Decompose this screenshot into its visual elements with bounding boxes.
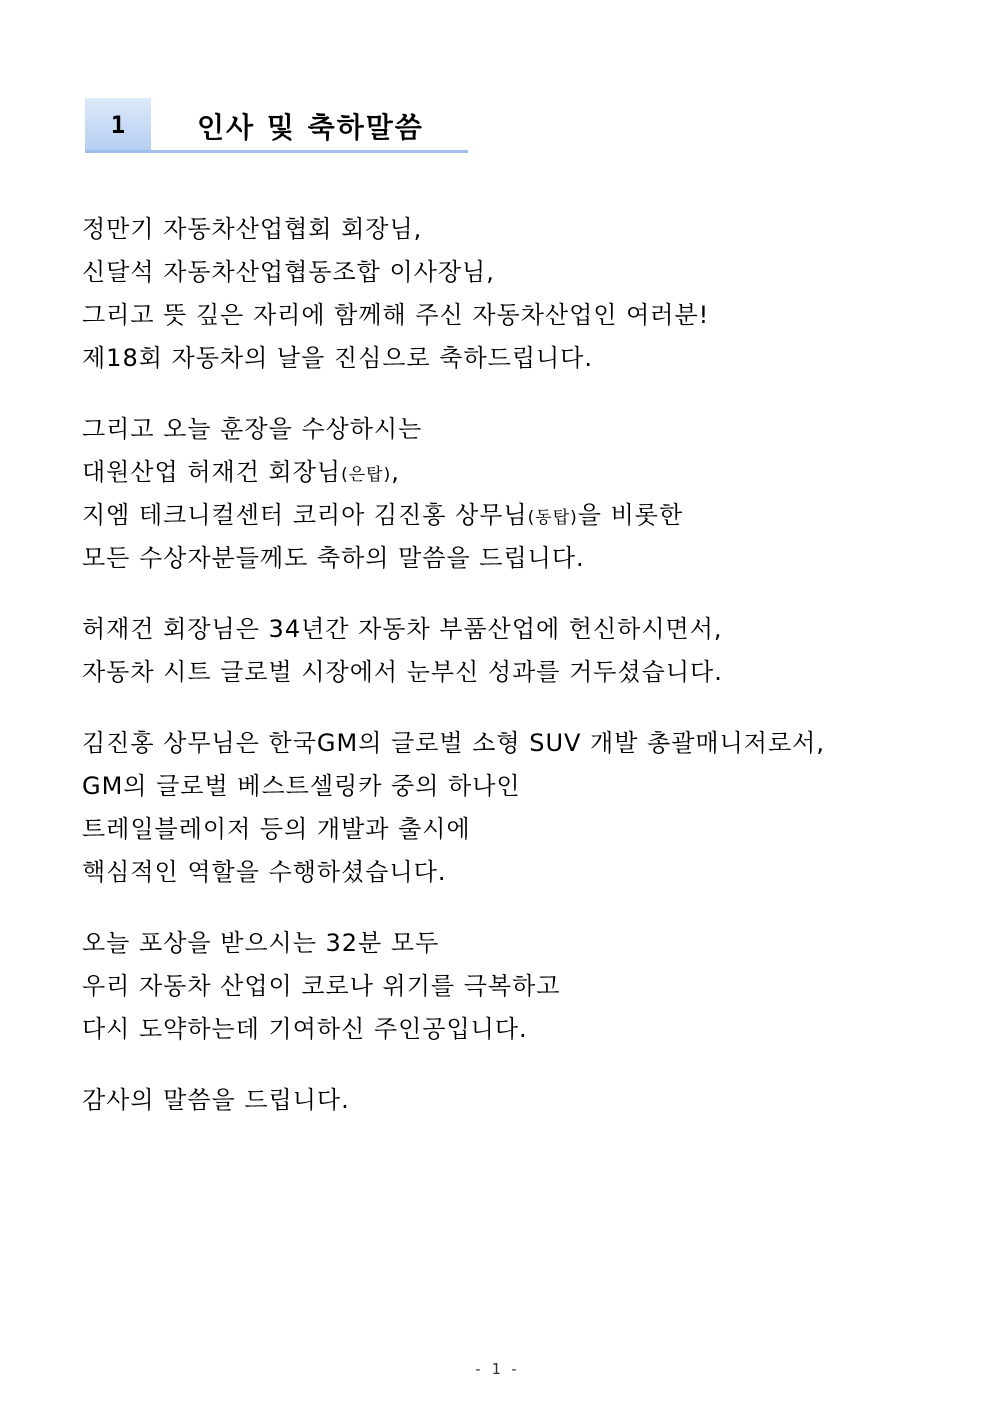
section-underline xyxy=(85,150,468,153)
text-line xyxy=(82,451,962,494)
text-tail: , xyxy=(391,458,400,486)
text-tail: 을 비롯한 xyxy=(577,501,684,529)
section-title: 인사 및 축하말씀 xyxy=(197,111,424,144)
medal-note: (은탑) xyxy=(341,465,392,485)
text-line: GM의 글로벌 베스트셀링카 중의 하나인 xyxy=(82,772,521,800)
text-main: 지엠 테크니컬센터 코리아 김진홍 상무님 xyxy=(82,501,528,529)
text-line: 다시 도약하는데 기여하신 주인공입니다. xyxy=(82,1015,528,1043)
text-line: 그리고 뜻 깊은 자리에 함께해 주신 자동차산업인 여러분! xyxy=(82,301,710,329)
page-number: - 1 - xyxy=(473,1360,519,1378)
medal-note: (동탑) xyxy=(527,508,578,528)
paragraph-closing xyxy=(82,1079,962,1122)
text-line: 오늘 포상을 받으시는 32분 모두 xyxy=(82,929,440,957)
text-line: 허재건 회장님은 34년간 자동차 부품산업에 헌신하시면서, xyxy=(82,615,723,643)
text-line: 신달석 자동차산업협동조합 이사장님, xyxy=(82,258,495,286)
text-line: 트레일블레이저 등의 개발과 출시에 xyxy=(82,815,471,843)
section-number-box xyxy=(85,98,151,152)
text-line: 모든 수상자분들께도 축하의 말씀을 드립니다. xyxy=(82,544,585,572)
paragraph-award-recipients xyxy=(82,408,962,580)
paragraph-recipient-2 xyxy=(82,722,962,894)
text-line: 감사의 말씀을 드립니다. xyxy=(82,1086,350,1114)
section-number: 1 xyxy=(110,111,126,139)
text-line: 자동차 시트 글로벌 시장에서 눈부신 성과를 거두셨습니다. xyxy=(82,658,723,686)
paragraph-recipient-1 xyxy=(82,608,962,694)
text-line: 정만기 자동차산업협회 회장님, xyxy=(82,215,423,243)
text-line xyxy=(82,494,962,537)
text-line: 우리 자동차 산업이 코로나 위기를 극복하고 xyxy=(82,972,561,1000)
speech-body xyxy=(82,208,962,1150)
paragraph-greeting xyxy=(82,208,962,380)
text-line: 그리고 오늘 훈장을 수상하시는 xyxy=(82,415,423,443)
text-line: 김진홍 상무님은 한국GM의 글로벌 소형 SUV 개발 총괄매니저로서, xyxy=(82,729,825,757)
text-line: 제18회 자동차의 날을 진심으로 축하드립니다. xyxy=(82,344,593,372)
paragraph-all-recipients xyxy=(82,922,962,1051)
section-heading xyxy=(85,98,468,154)
text-main: 대원산업 허재건 회장님 xyxy=(82,458,342,486)
text-line: 핵심적인 역할을 수행하셨습니다. xyxy=(82,858,447,886)
